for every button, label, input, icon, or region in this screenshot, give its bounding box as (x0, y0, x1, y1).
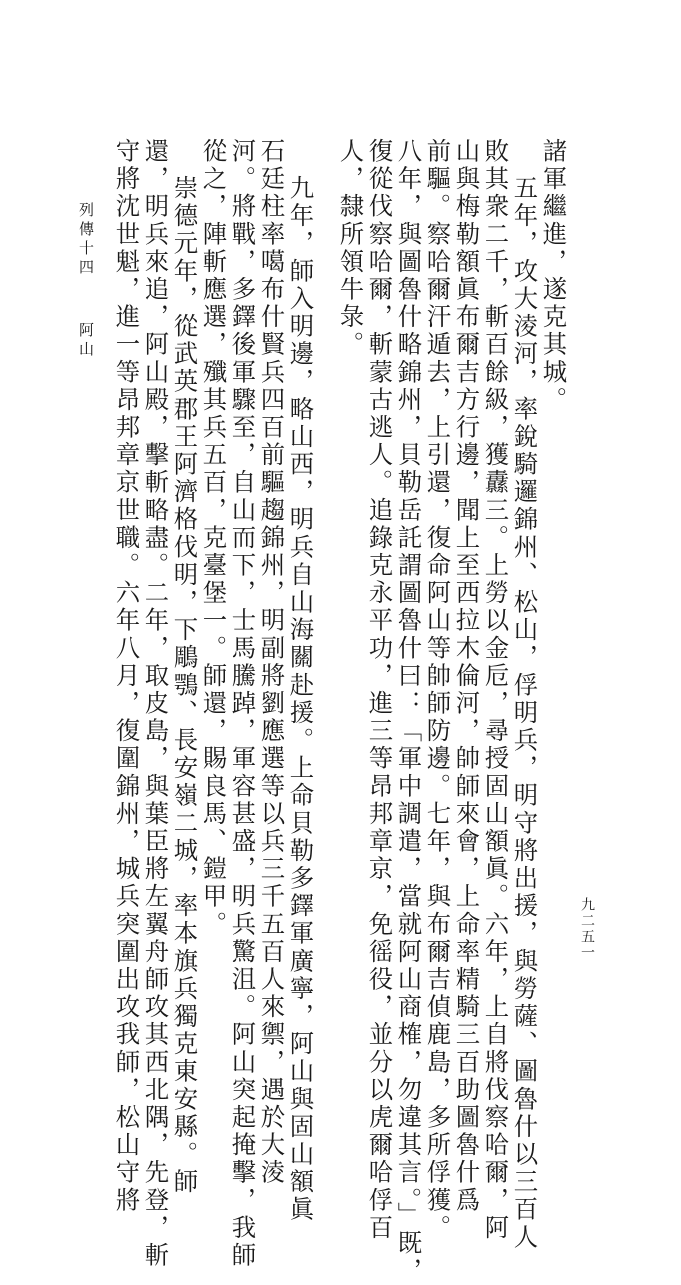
text-column: 人，隸所領牛彔。 (335, 138, 365, 359)
running-title: 列傳十四 (77, 202, 95, 278)
text-column: 復從伐察哈爾，斬蒙古逃人。追錄克永平功，進三等昂邦章京，免徭役，並分以虎爾哈俘百 (364, 138, 394, 1242)
text-column: 守將沈世魁，進一等昂邦章京世職。六年八月，復圍錦州，城兵突圍出攻我師，松山守將 (111, 138, 141, 1215)
text-column: 五年，攻大淩河，率銳騎邏錦州、松山，俘明兵，明守將出援，與勞薩、圖魯什以三百人 (509, 175, 539, 1252)
text-column: 從之，陣斬應選，殲其兵五百，克臺堡一。師還，賜良馬、鎧甲。 (198, 138, 228, 939)
text-column: 九年，師入明邊，略山西，明兵自山海關赴援。上命貝勒多鐸軍廣寧，阿山與固山額眞 (285, 175, 315, 1224)
text-column: 八年，與圖魯什略錦州，貝勒岳託謂圖魯什曰：「軍中調遣，當就阿山商榷，勿違其言。」既， (393, 138, 423, 1285)
text-column: 還，明兵來追，阿山殿，擊斬略盡。二年，取皮島，與葉臣將左翼舟師攻其西北隅，先登，斬 (140, 138, 170, 1270)
text-column: 敗其衆二千，斬百餘級，獲纛三。上勞以金卮，尋授固山額眞。六年，上自將伐察哈爾，阿 (480, 138, 510, 1242)
text-column: 山與梅勒額眞布爾吉方行邊，聞上至西拉木倫河，帥師來會，上命率精騎三百助圖魯什爲 (451, 138, 481, 1215)
text-column: 崇德元年，從武英郡王阿濟格伐明，下鵰鶚、長安嶺二城，率本旗兵獨克東安縣。師 (169, 175, 199, 1197)
text-column: 諸軍繼進，遂克其城。 (538, 138, 568, 414)
page-number: 九二五一 (579, 897, 595, 961)
text-column: 石廷柱率噶布什賢兵四百前驅趨錦州，明副將劉應選等以兵三千五百人來禦，遇於大淩 (256, 138, 286, 1187)
text-column: 河。將戰，多鐸後軍驟至，自山而下，士馬騰踔，軍容甚盛，明兵驚沮。阿山突起掩擊，我師 (227, 138, 257, 1270)
running-name: 阿山 (77, 322, 95, 360)
text-column: 前驅。察哈爾汗遁去，上引還，復命阿山等帥師防邊。七年，與布爾吉偵鹿島，多所俘獲。 (422, 138, 452, 1242)
